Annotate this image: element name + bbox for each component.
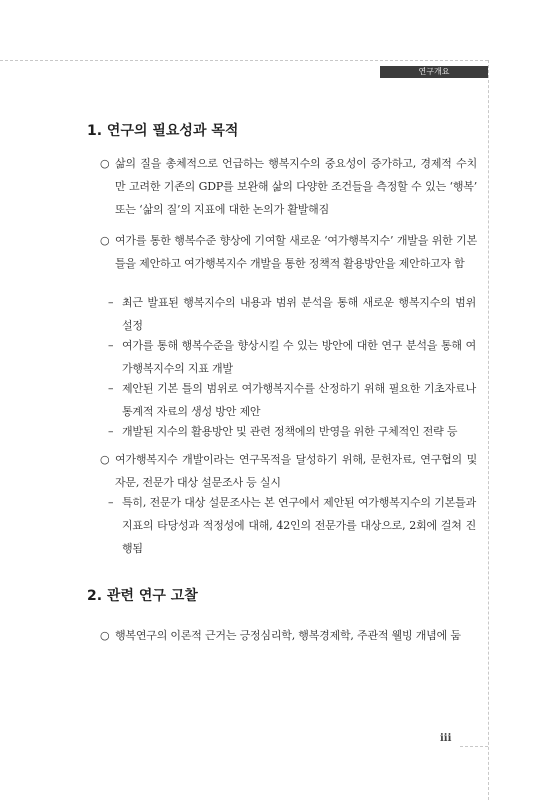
margin-rule (488, 60, 489, 800)
bullet-marker: ○ (100, 629, 110, 642)
bullet-paragraph (100, 152, 477, 221)
bullet-marker: ○ (100, 453, 110, 466)
item-text: 여가를 통해 행복수준을 향상시킬 수 있는 방안에 대한 연구 분석을 통해 여가행복지수의 지표 개발 (122, 339, 476, 375)
page-number: iii (440, 733, 452, 744)
item-text: 특히, 전문가 대상 설문조사는 본 연구에서 제안된 여가행복지수의 기본틀과 지표의 타당성과 적정성에 대해, 42인의 전문가를 대상으로, 2회에 걸쳐 진행됨 (122, 496, 476, 555)
dash-marker: – (108, 339, 114, 352)
dash-item (108, 491, 476, 560)
chapter-tag: 연구개요 (380, 66, 488, 78)
bullet-paragraph (100, 229, 477, 275)
item-text: 최근 발표된 행복지수의 내용과 범위 분석을 통해 새로운 행복지수의 범위 설정 (122, 296, 476, 332)
dash-item (108, 420, 476, 443)
paragraph-text: 여가행복지수 개발이라는 연구목적을 달성하기 위해, 문헌자료, 연구협의 및 자문, 전문가 대상 설문조사 등 실시 (115, 453, 477, 489)
dash-item (108, 334, 476, 380)
page-number-rule (460, 746, 488, 747)
header-rule (0, 60, 488, 61)
bullet-paragraph (100, 448, 477, 494)
section-heading-2: 2. 관련 연구 고찰 (87, 588, 198, 604)
dash-item (108, 377, 476, 423)
item-text: 제안된 기본 틀의 범위로 여가행복지수를 산정하기 위해 필요한 기초자료나 통계적 자료의 생성 방안 제안 (122, 382, 476, 418)
paragraph-text: 삶의 질을 총체적으로 언급하는 행복지수의 중요성이 증가하고, 경제적 수치만 고려한 기존의 GDP를 보완해 삶의 다양한 조건들을 측정할 수 있는 ‘행복’ 또는 ‘삶의 질’의 지표에 대한 논의가 활발해짐 (115, 157, 477, 216)
section-heading-1: 1. 연구의 필요성과 목적 (87, 123, 239, 139)
dash-marker: – (108, 425, 114, 438)
bullet-paragraph (100, 624, 477, 647)
dash-marker: – (108, 382, 114, 395)
dash-item (108, 291, 476, 337)
bullet-marker: ○ (100, 234, 110, 247)
dash-marker: – (108, 496, 114, 509)
paragraph-text: 여가를 통한 행복수준 향상에 기여할 새로운 ‘여가행복지수’ 개발을 위한 기본틀을 제안하고 여가행복지수 개발을 통한 정책적 활용방안을 제안하고자 함 (115, 234, 477, 270)
bullet-marker: ○ (100, 157, 110, 170)
item-text: 개발된 지수의 활용방안 및 관련 정책에의 반영을 위한 구체적인 전략 등 (122, 425, 458, 438)
dash-marker: – (108, 296, 114, 309)
paragraph-text: 행복연구의 이론적 근거는 긍정심리학, 행복경제학, 주관적 웰빙 개념에 둠 (115, 629, 461, 642)
